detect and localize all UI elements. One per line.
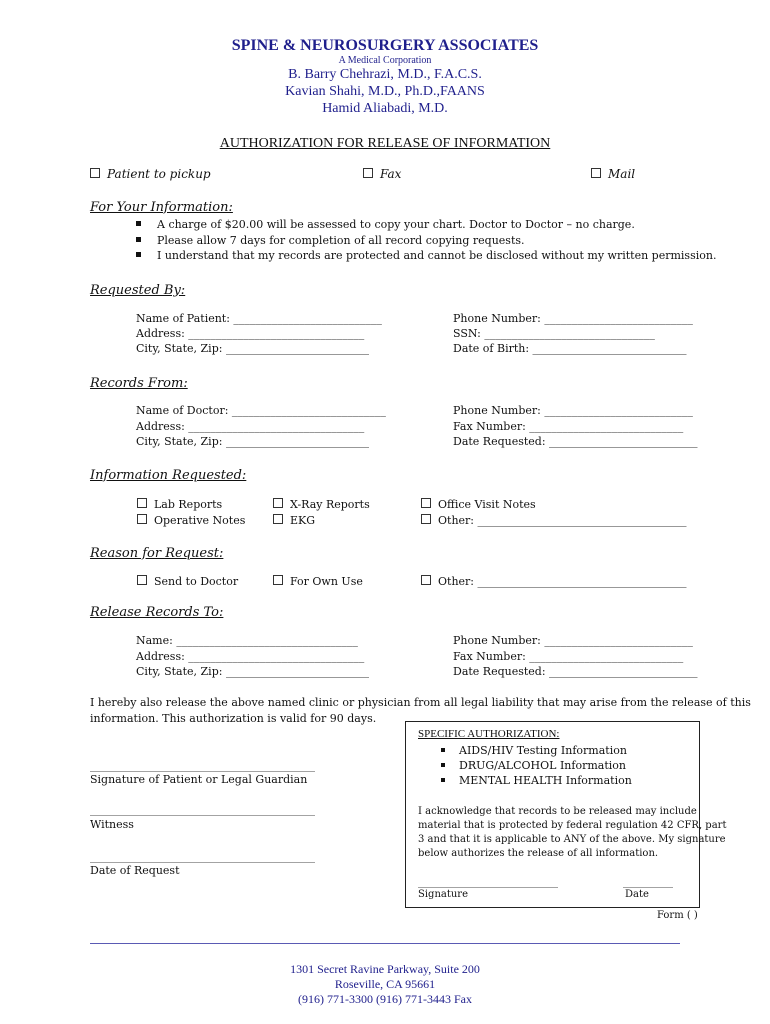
option-lab-reports[interactable]: Lab Reports [137,498,222,511]
form-number-label: Form ( ) [657,910,698,921]
doctor-fax-field[interactable]: Fax Number: ____________________________ [453,420,684,433]
checkbox-icon[interactable] [137,498,147,508]
bullet-icon [136,221,141,226]
doctor-phone-field[interactable]: Phone Number: ___________________________ [453,404,693,417]
option-operative-notes[interactable]: Operative Notes [137,514,245,527]
section-records-from: Records From: [90,376,188,391]
checkbox-icon[interactable] [421,514,431,524]
info-bullet: I understand that my records are protected and cannot be disclosed without my written permission. [136,249,716,262]
patient-signature-label: Signature of Patient or Legal Guardian [90,773,308,786]
specific-auth-date-label: Date [625,889,649,900]
checkbox-icon[interactable] [273,575,283,585]
doctor-3: Hamid Aliabadi, M.D. [322,101,448,116]
release-phone-field[interactable]: Phone Number: ___________________________ [453,634,693,647]
info-bullet: Please allow 7 days for completion of all record copying requests. [136,234,525,247]
bullet-icon [441,763,445,767]
patient-dob-field[interactable]: Date of Birth: ____________________________ [453,342,687,355]
footer-city: Roseville, CA 95661 [334,977,436,991]
option-office-visit-notes[interactable]: Office Visit Notes [421,498,536,511]
option-xray-reports[interactable]: X-Ray Reports [273,498,370,511]
witness-signature-line[interactable]: _____________________________________________ [90,805,315,816]
info-bullet: A charge of $20.00 will be assessed to copy your chart. Doctor to Doctor – no charge. [136,218,635,231]
release-city-field[interactable]: City, State, Zip: __________________________ [136,665,369,678]
corp-label: A Medical Corporation [338,55,432,66]
checkbox-icon[interactable] [137,514,147,524]
delivery-mail-label: Mail [608,167,636,181]
patient-address-field[interactable]: Address: ________________________________ [136,327,365,340]
checkbox-icon[interactable] [273,498,283,508]
delivery-fax[interactable] [363,167,401,181]
ack-line-4: below authorizes the release of all information. [418,848,659,859]
option-ekg[interactable]: EKG [273,514,315,527]
patient-ssn-field[interactable]: SSN: _______________________________ [453,327,655,340]
option-other-info[interactable]: Other: ______________________________________ [421,514,687,527]
specific-auth-date-line[interactable]: __________ [623,877,673,888]
specific-auth-heading: SPECIFIC AUTHORIZATION: [418,728,560,740]
checkbox-icon[interactable] [363,168,373,178]
date-of-request-line[interactable]: _____________________________________________ [90,852,315,863]
section-your-info: For Your Information: [90,200,233,215]
ack-line-1: I acknowledge that records to be released may include [418,806,697,817]
checkbox-icon[interactable] [421,498,431,508]
specific-auth-item-mental[interactable]: MENTAL HEALTH Information [441,774,632,787]
section-reason: Reason for Request: [90,546,224,561]
bullet-icon [441,748,445,752]
doctor-city-field[interactable]: City, State, Zip: __________________________ [136,435,369,448]
checkbox-icon[interactable] [273,514,283,524]
footer-address: 1301 Secret Ravine Parkway, Suite 200 [290,962,480,976]
bullet-icon [441,778,445,782]
option-other-reason[interactable]: Other: ______________________________________ [421,575,687,588]
delivery-fax-label: Fax [380,167,402,181]
checkbox-icon[interactable] [591,168,601,178]
release-address-field[interactable]: Address: ________________________________ [136,650,365,663]
patient-city-field[interactable]: City, State, Zip: __________________________ [136,342,369,355]
org-name: SPINE & NEUROSURGERY ASSOCIATES [231,37,539,54]
patient-name-field[interactable]: Name of Patient: ___________________________ [136,312,382,325]
release-fax-field[interactable]: Fax Number: ____________________________ [453,650,684,663]
release-date-field[interactable]: Date Requested: ___________________________ [453,665,698,678]
patient-signature-line[interactable]: _____________________________________________ [90,761,315,772]
checkbox-icon[interactable] [421,575,431,585]
release-statement-line-1: I hereby also release the above named clinic or physician from all legal liability that may arise from the release of this [90,696,751,709]
release-statement-line-2: information. This authorization is valid for 90 days. [90,712,377,725]
checkbox-icon[interactable] [137,575,147,585]
specific-auth-signature-line[interactable]: ____________________________ [418,877,558,888]
bullet-icon [136,252,141,257]
doctor-date-field[interactable]: Date Requested: ___________________________ [453,435,698,448]
delivery-mail[interactable] [591,167,635,181]
release-name-field[interactable]: Name: _________________________________ [136,634,358,647]
doctor-2: Kavian Shahi, M.D., Ph.D.,FAANS [285,84,485,99]
section-requested-by: Requested By: [90,283,186,298]
bullet-icon [136,237,141,242]
date-of-request-label: Date of Request [90,864,180,877]
section-info-requested: Information Requested: [90,468,247,483]
doctor-name-field[interactable]: Name of Doctor: ____________________________ [136,404,386,417]
option-send-to-doctor[interactable]: Send to Doctor [137,575,238,588]
specific-auth-item-drug[interactable]: DRUG/ALCOHOL Information [441,759,626,772]
checkbox-icon[interactable] [90,168,100,178]
ack-line-2: material that is protected by federal regulation 42 CFR, part [418,820,727,831]
witness-label: Witness [90,818,134,831]
specific-auth-item-aids[interactable]: AIDS/HIV Testing Information [441,744,627,757]
section-release-to: Release Records To: [90,605,224,620]
patient-phone-field[interactable]: Phone Number: ___________________________ [453,312,693,325]
footer-phone: (916) 771-3300 (916) 771-3443 Fax [298,992,472,1006]
specific-auth-signature-label: Signature [418,889,469,900]
footer-divider [90,943,680,944]
delivery-pickup-label: Patient to pickup [107,167,211,181]
delivery-pickup[interactable] [90,167,211,181]
form-title: AUTHORIZATION FOR RELEASE OF INFORMATION [219,136,551,151]
doctor-address-field[interactable]: Address: ________________________________ [136,420,365,433]
ack-line-3: 3 and that it is applicable to ANY of the above. My signature [418,834,726,845]
option-own-use[interactable]: For Own Use [273,575,363,588]
doctor-1: B. Barry Chehrazi, M.D., F.A.C.S. [288,67,482,82]
